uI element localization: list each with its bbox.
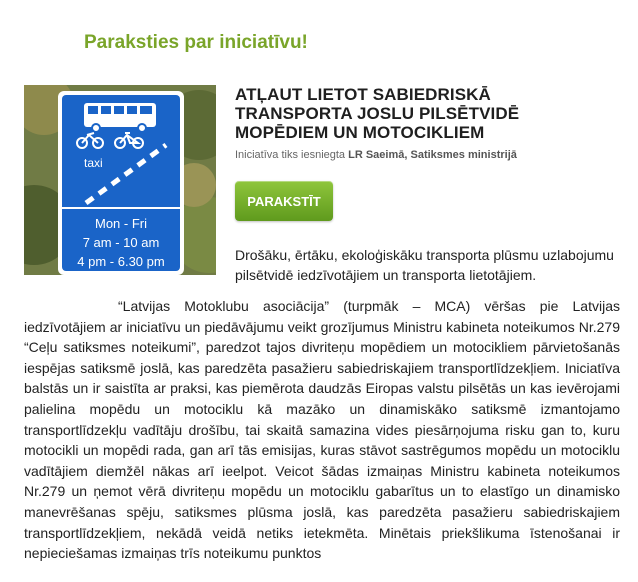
- sign-taxi-label: taxi: [84, 156, 103, 170]
- bus-lane-sign-photo: [24, 85, 216, 275]
- initiative-title: ATĻAUT LIETOT SABIEDRISKĀ TRANSPORTA JOSLU PILSĒTVIDĒ MOPĒDIEM UN MOTOCIKLIEM: [235, 85, 520, 142]
- submitted-to-line: [235, 149, 517, 161]
- sign-time-evening: 4 pm - 6.30 pm: [77, 254, 165, 269]
- sign-days: Mon - Fri: [95, 216, 147, 231]
- initiative-body-text: “Latvijas Motoklubu asociācija” (turpmāk – MCA) vēršas pie Latvijas iedzīvotājiem ar iniciatīvu un piedāvājumu veikt grozījumus Ministru kabineta noteikumos Nr.279 “Ceļu satiksmes noteikumi”, paredzot tajos divriteņu mopēdiem un motocikliem pārvietošanās iespējas satiksmē joslā, kas paredzēta pasažieru sabiedriskajiem transportlīdzekļiem. Iniciatīva balstās un ir saistīta ar praksi, kas piemērota daudzās Eiropas valstu pilsētās un kas ievērojami palielina mopēdu un motociklu kā mazāko un dinamiskāko satiksmē izmantojamo transportlīdzekļu vadītāju drošību, tai skaitā samazina vides piesārņojuma risku gan to, kuru motocikli un mopēdi rada, gan arī tās emisijas, kuras stāvot sastrēgumos mopēdu un motociklu vadītājiem diemžēl nākas arī ieelpot. Veicot šādas izmaiņas Ministru kabineta noteikumos Nr.279 un ņemot vērā divriteņu mopēdu un motociklu gabarītus un to elastīgo un dinamisko manevrēšanas spēju, satiksmes plūsma joslā, kas paredzēta pasažieru sabiedriskajiem transportlīdzekļiem, nekādā veidā netiks ietekmēta. Minētais priekšlikuma īstenošanai ir nepieciešamas izmaiņas trīs noteikumu punktos: [24, 298, 620, 562]
- sign-time-morning: 7 am - 10 am: [82, 235, 160, 250]
- submitted-recipients: LR Saeimā, Satiksmes ministrijā: [348, 149, 517, 161]
- submitted-prefix: Iniciatīva tiks iesniegta: [235, 149, 346, 161]
- initiative-body: [24, 296, 620, 564]
- page-title: Paraksties par iniciatīvu!: [84, 32, 308, 53]
- initiative-summary: Drošāku, ērtāku, ekoloģiskāku transporta plūsmu uzlabojumu pilsētvidē iedzīvotājiem un transporta lietotājiem.: [235, 247, 614, 283]
- sign-button[interactable]: PARAKSTĪT: [235, 181, 333, 221]
